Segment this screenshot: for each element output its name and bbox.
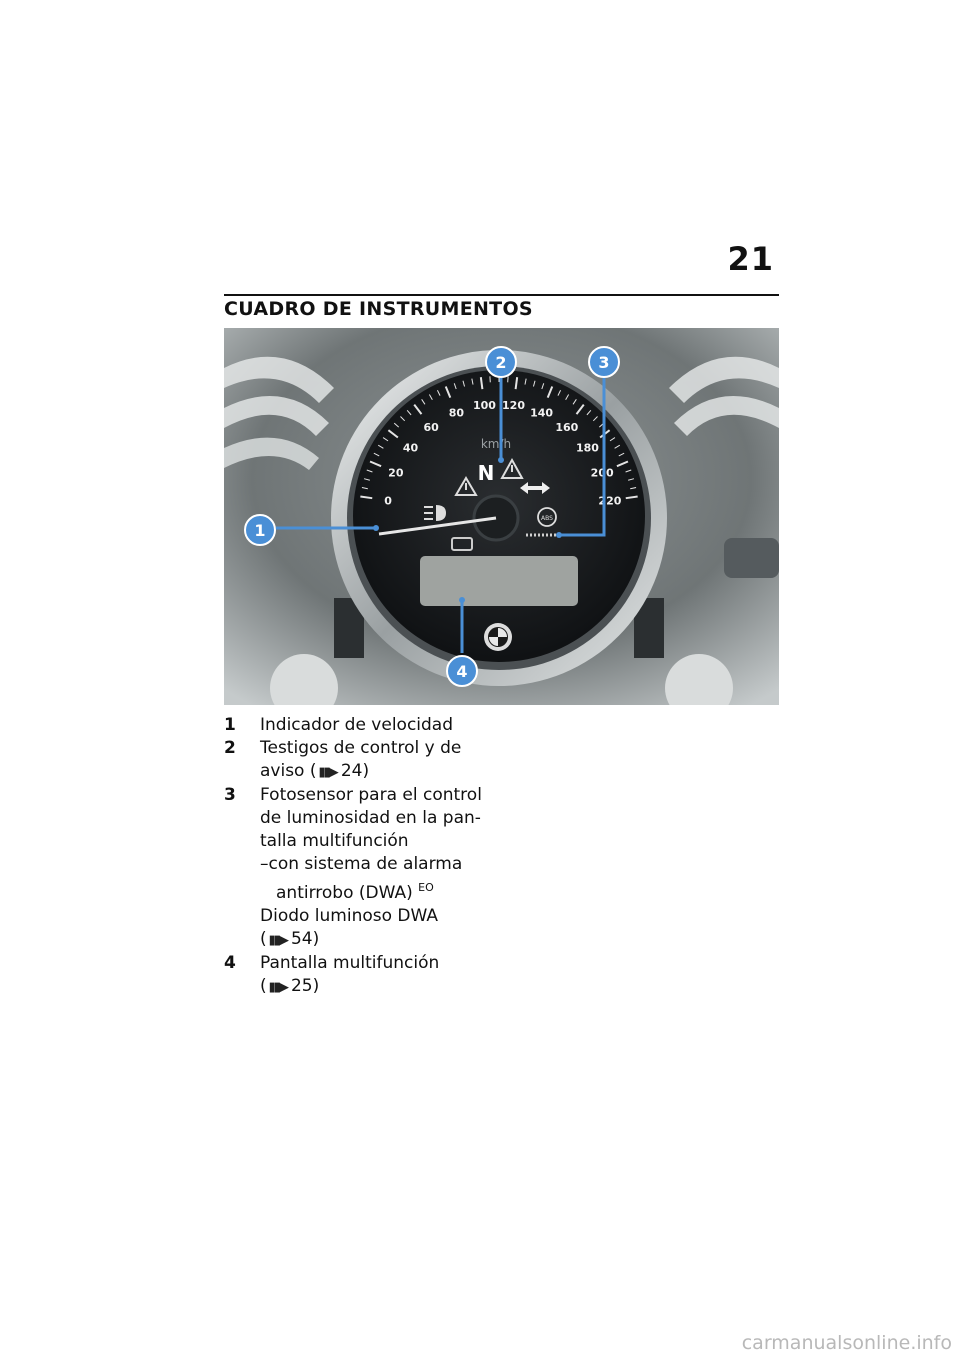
- legend-item-2: [224, 737, 494, 784]
- speed-tick-label: 200: [590, 466, 614, 480]
- footer-watermark[interactable]: carmanualsonline.info: [741, 1332, 952, 1354]
- page-reference-arrow-icon: ▮▮▶: [268, 980, 287, 995]
- speed-tick-label: 60: [423, 420, 439, 434]
- right-lever: [724, 538, 779, 578]
- callout-3-anchor: [556, 532, 562, 538]
- legend-text: Testigos de control y de: [260, 738, 462, 758]
- speed-tick-label: 0: [384, 494, 392, 508]
- optional-equipment-mark: EO: [418, 881, 434, 894]
- callout-3: [589, 347, 619, 377]
- legend-text: de luminosidad en la pan-: [260, 808, 481, 828]
- speed-tick-label: 100: [472, 398, 496, 412]
- callout-4: [447, 656, 477, 686]
- page-reference-arrow-icon: ▮▮▶: [318, 765, 337, 780]
- callout-2: [486, 347, 516, 377]
- svg-text:3: 3: [598, 353, 610, 372]
- speed-tick-label: 180: [575, 441, 599, 455]
- callout-1-anchor: [373, 525, 379, 531]
- callout-4-anchor: [459, 597, 465, 603]
- legend-reference: ( ▮▮▶ 54): [260, 928, 494, 952]
- legend-reference: ( ▮▮▶ 25): [260, 975, 494, 999]
- legend-item-4: [224, 952, 494, 999]
- callout-1: [245, 515, 275, 545]
- legend-number: 4: [224, 953, 236, 973]
- legend-text: Indicador de velocidad: [260, 715, 454, 735]
- legend-text: talla multifunción: [260, 831, 409, 851]
- legend-item-1: [224, 714, 494, 737]
- legend-text: Pantalla multifunción: [260, 953, 440, 973]
- header-rule: [224, 294, 779, 296]
- gear-indicator: N: [477, 461, 495, 485]
- speed-tick-label: 80: [448, 406, 465, 420]
- legend-text: Fotosensor para el control: [260, 785, 482, 805]
- speed-tick-label: 160: [555, 420, 579, 434]
- svg-text:ABS: ABS: [541, 515, 553, 522]
- legend-number: 2: [224, 738, 236, 758]
- legend-reference: aviso ( ▮▮▶ 24): [260, 760, 494, 784]
- callout-2-anchor: [498, 457, 504, 463]
- svg-text:2: 2: [495, 353, 507, 372]
- brand-logo-icon: [484, 623, 512, 651]
- speed-tick-label: 40: [402, 441, 419, 455]
- equipment-condition: antirrobo (DWA) $^{EO}$: [276, 881, 434, 903]
- equipment-condition: –con sistema de alarma: [260, 854, 463, 874]
- legend-number: 3: [224, 785, 236, 805]
- speed-unit: km/h: [480, 437, 512, 451]
- speed-tick-label: 20: [388, 466, 404, 480]
- legend-item-3: [224, 784, 494, 952]
- multifunction-display: [420, 556, 578, 606]
- page-number: 21: [727, 240, 774, 278]
- legend-list: [224, 714, 494, 999]
- page-reference-arrow-icon: ▮▮▶: [268, 933, 287, 948]
- section-title: CUADRO DE INSTRUMENTOS: [224, 298, 533, 320]
- speed-tick-label: 220: [598, 494, 622, 508]
- svg-text:4: 4: [456, 662, 468, 681]
- speed-tick-label: 120: [502, 398, 526, 412]
- legend-number: 1: [224, 715, 236, 735]
- svg-text:1: 1: [254, 521, 266, 540]
- speed-tick-label: 140: [530, 406, 554, 420]
- legend-text: Diodo luminoso DWA: [260, 906, 439, 926]
- instrument-cluster-figure: [224, 328, 779, 705]
